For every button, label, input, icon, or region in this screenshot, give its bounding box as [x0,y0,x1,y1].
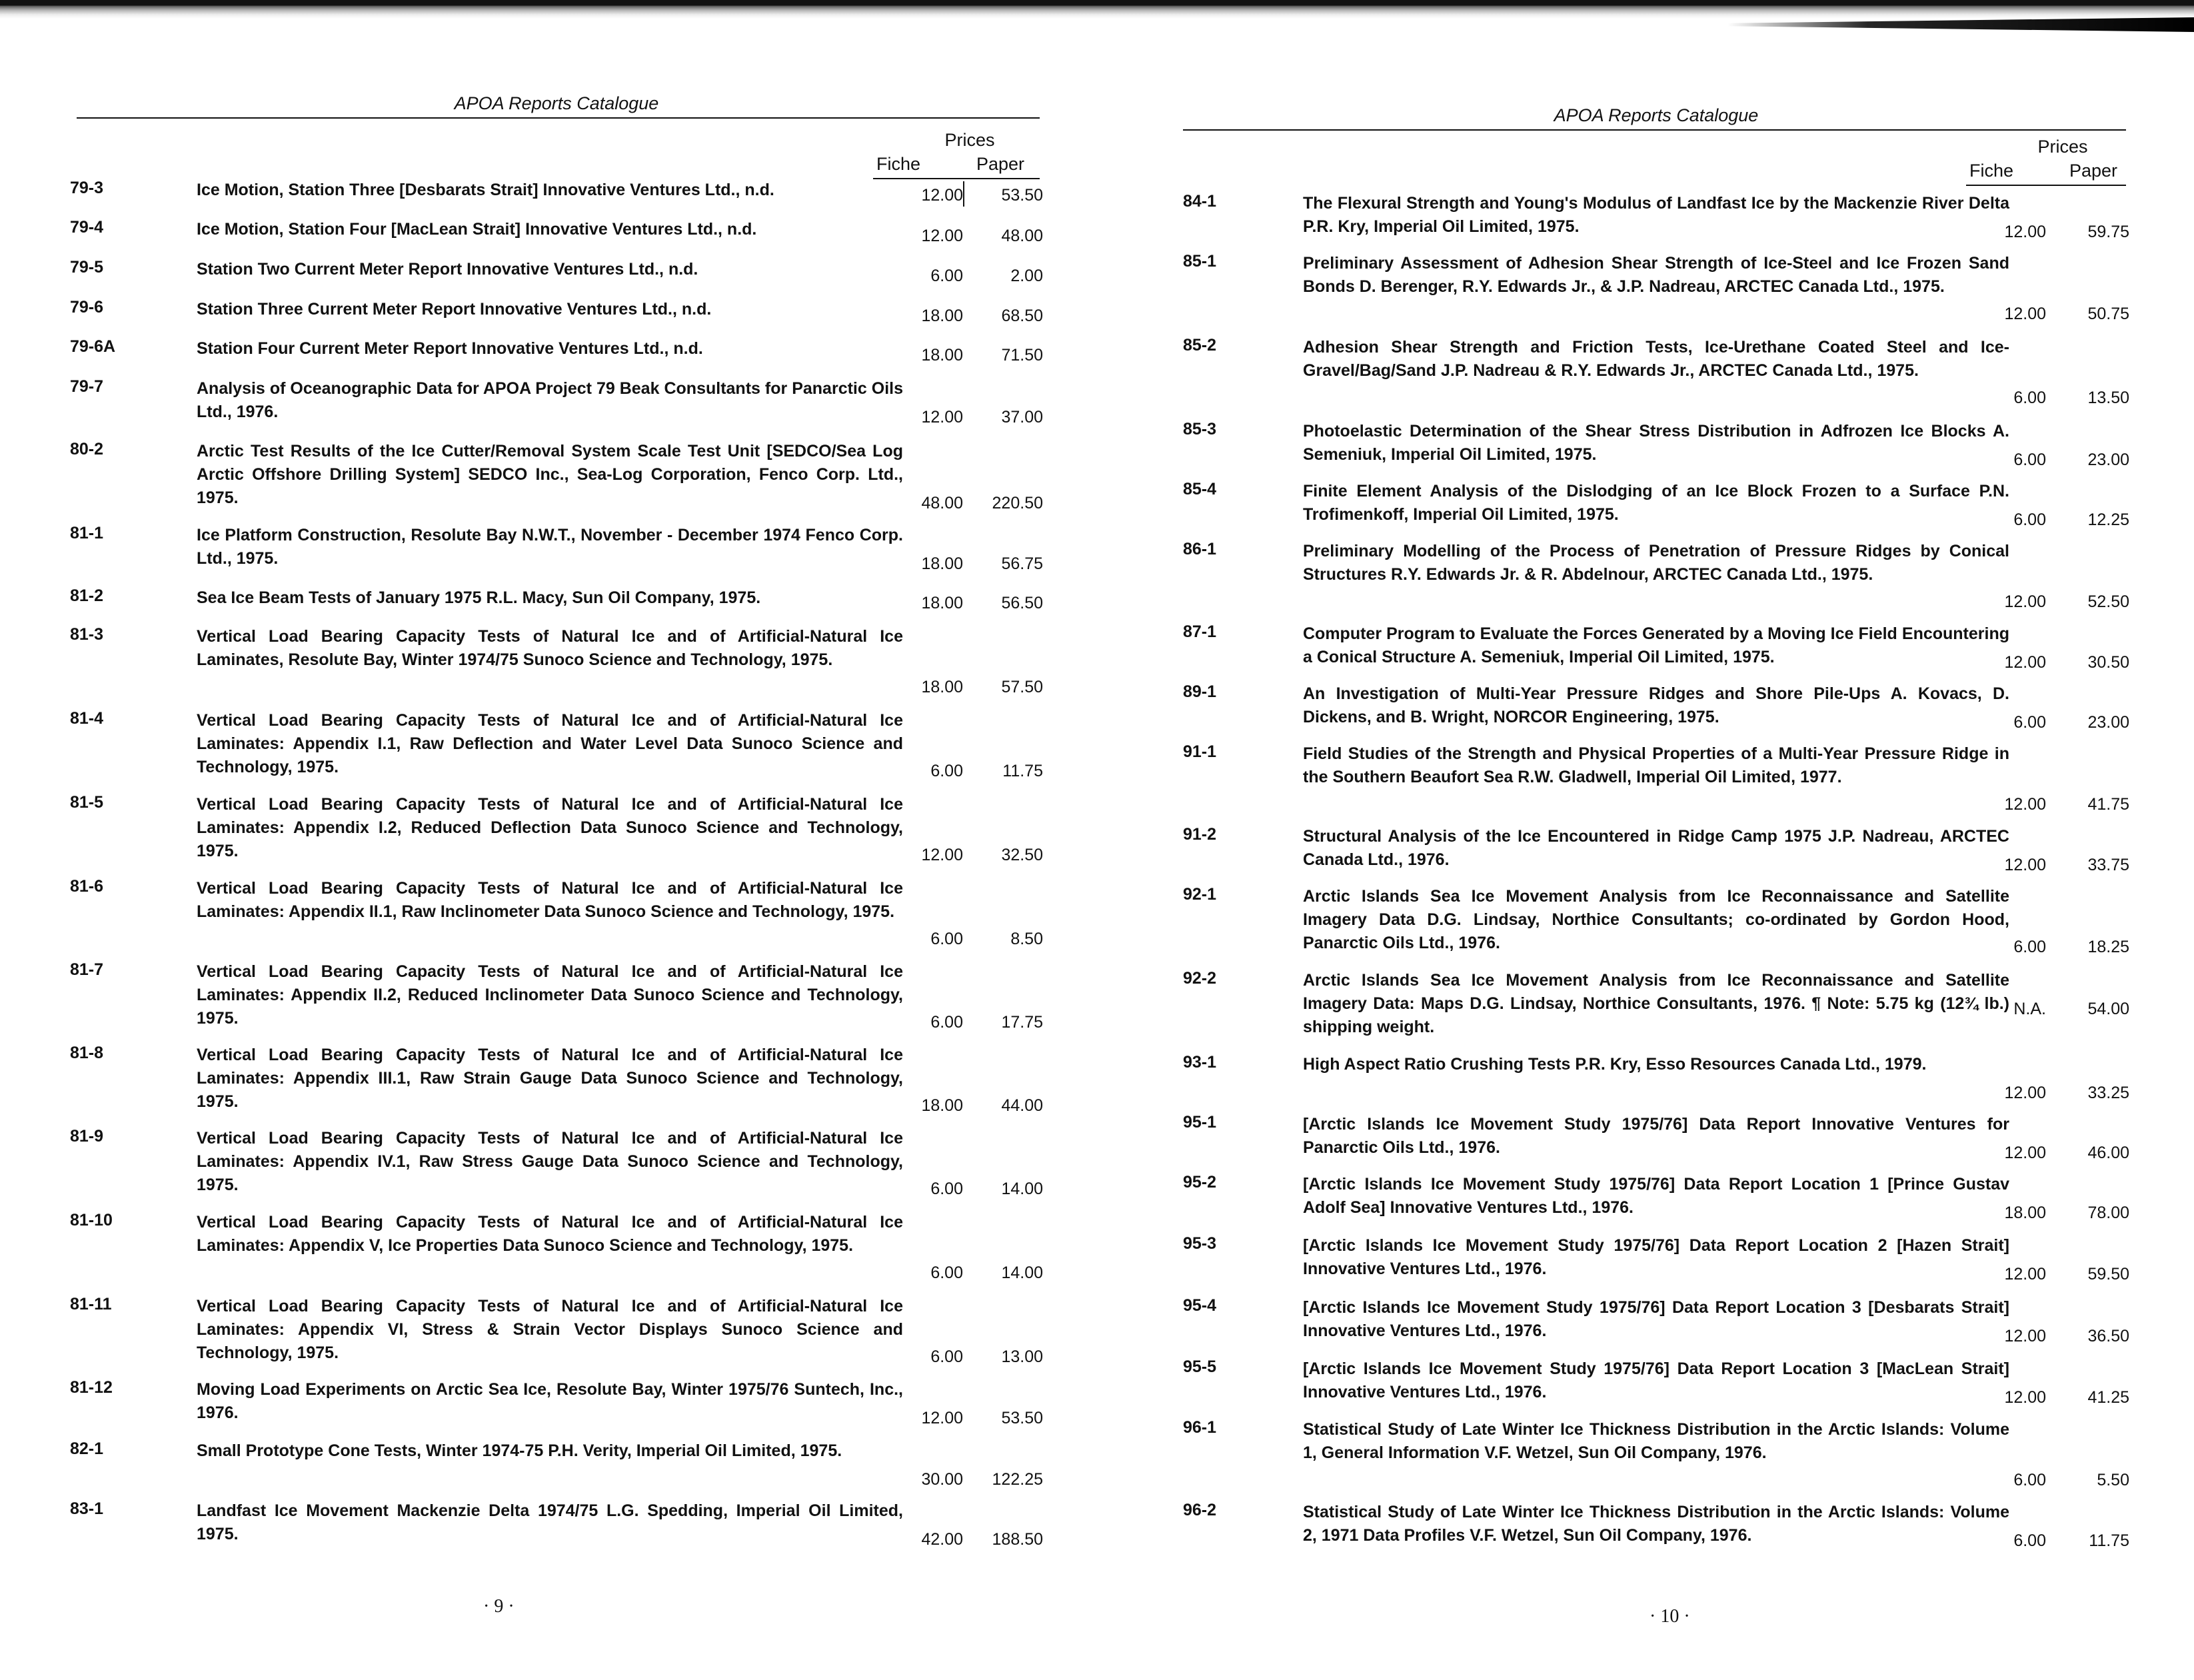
report-description: Photoelastic Determination of the Shear Stress Distribution in Adfrozen Ice Blocks A. Semeniuk, Imperial Oil Limited, 1975. [1303,422,2009,464]
fiche-price: 12.00 [2004,1144,2046,1162]
fiche-price: 6.00 [2013,450,2046,469]
paper-price: 220.50 [992,494,1043,512]
report-code: 81-4 [70,709,104,728]
report-description: Arctic Islands Sea Ice Movement Analysis from Ice Reconnaissance and Satellite Imagery Data: Maps D.G. Lindsay, Northice Consultants, 1976. ¶ Note: 5.75 kg (12¾ lb.) shipping weight. [1303,971,2009,1036]
catalogue-entry [1183,540,2129,612]
paper-price: 59.50 [2087,1265,2129,1283]
fiche-price: 48.00 [921,494,963,512]
catalogue-entry [1183,1234,2129,1284]
paper-price: 5.50 [2097,1471,2129,1489]
report-description: Moving Load Experiments on Arctic Sea Ice, Resolute Bay, Winter 1975/76 Suntech, Inc., 1976. [197,1380,903,1422]
right-page-title: APOA Reports Catalogue [1554,105,1759,125]
catalogue-entry [70,709,1043,781]
paper-price: 56.75 [1001,554,1043,573]
catalogue-entry [70,440,1043,513]
report-description: Finite Element Analysis of the Dislodging of an Ice Block Frozen to a Surface P.N. Trofimenkoff, Imperial Oil Limited, 1975. [1303,482,2009,524]
report-code: 95-1 [1183,1113,1217,1132]
report-code: 81-9 [70,1127,104,1146]
paper-price: 14.00 [1001,1263,1043,1282]
fiche-price: 6.00 [930,930,963,948]
fiche-price: 18.00 [921,346,963,365]
fiche-label: Fiche [876,154,921,174]
report-description: Station Two Current Meter Report Innovative Ventures Ltd., n.d. [197,260,698,279]
report-code: 79-6A [70,337,116,356]
report-code: 81-5 [70,793,104,812]
report-code: 81-3 [70,625,104,644]
report-code: 91-1 [1183,742,1217,761]
catalogue-entry [1183,480,2129,530]
report-description: The Flexural Strength and Young's Modulus of Landfast Ice by the Mackenzie River Delta P.R. Kry, Imperial Oil Limited, 1975. [1303,194,2009,236]
report-description: Computer Program to Evaluate the Forces Generated by a Moving Ice Field Encountering a Conical Structure A. Semeniuk, Imperial Oil Limited, 1975. [1303,624,2009,666]
fiche-price: 18.00 [921,678,963,696]
fiche-price: 6.00 [2013,1531,2046,1550]
fiche-price: 18.00 [921,554,963,573]
fiche-price: 12.00 [921,186,963,205]
report-description: Station Four Current Meter Report Innovative Ventures Ltd., n.d. [197,339,703,358]
fiche-price: 18.00 [921,594,963,612]
catalogue-entry [1183,885,2129,957]
catalogue-entry [70,1211,1043,1283]
catalogue-entry [1183,420,2129,470]
paper-price: 37.00 [1001,408,1043,426]
report-description: Vertical Load Bearing Capacity Tests of Natural Ice and of Artificial-Natural Ice Laminates: Appendix II.1, Raw Inclinometer Data Sunoco Science and Technology, 1975. [197,879,903,921]
fiche-price: 12.00 [2004,856,2046,874]
catalogue-entry [70,337,1043,365]
paper-label: Paper [2069,161,2118,181]
paper-price: 23.00 [2087,450,2129,469]
fiche-price: 6.00 [930,762,963,780]
fiche-price: 6.00 [2013,938,2046,956]
report-code: 83-1 [70,1499,104,1518]
catalogue-entry [70,877,1043,949]
fiche-price: 6.00 [930,267,963,285]
paper-price: 33.75 [2087,856,2129,874]
report-description: Vertical Load Bearing Capacity Tests of Natural Ice and of Artificial-Natural Ice Laminates: Appendix I.2, Reduced Deflection Data Sunoco Science and Technology, 1975. [197,795,903,860]
report-code: 87-1 [1183,622,1217,641]
report-code: 92-2 [1183,969,1217,988]
page-number: · 10 · [1649,1606,1690,1627]
report-description: Preliminary Assessment of Adhesion Shear Strength of Ice-Steel and Ice Frozen Sand Bonds D. Berenger, R.Y. Edwards Jr., & J.P. Nadreau, ARCTEC Canada Ltd., 1975. [1303,254,2009,296]
report-description: Field Studies of the Strength and Physical Properties of a Multi-Year Pressure Ridge in the Southern Beaufort Sea R.W. Gladwell, Imperial Oil Limited, 1977. [1303,744,2009,786]
paper-price: 46.00 [2087,1144,2129,1162]
fiche-price: 12.00 [2004,305,2046,323]
catalogue-entry [1183,622,2129,672]
report-code: 96-1 [1183,1418,1217,1437]
catalogue-entry [70,625,1043,697]
paper-price: 23.00 [2087,713,2129,732]
fiche-price: 6.00 [2013,713,2046,732]
report-description: High Aspect Ratio Crushing Tests P.R. Kry, Esso Resources Canada Ltd., 1979. [1303,1055,1927,1074]
paper-price: 71.50 [1001,346,1043,365]
paper-price: 57.50 [1001,678,1043,696]
report-description: Ice Platform Construction, Resolute Bay N.W.T., November - December 1974 Fenco Corp. Ltd., 1975. [197,526,903,568]
report-code: 80-2 [70,440,104,458]
report-code: 79-4 [70,218,104,237]
catalogue-entry [70,179,1043,205]
catalogue-entry [1183,1053,2129,1103]
report-description: Vertical Load Bearing Capacity Tests of Natural Ice and of Artificial-Natural Ice Laminates: Appendix VI, Stress & Strain Vector Displays Sunoco Science and Technology, 1975. [197,1297,903,1362]
paper-price: 188.50 [992,1530,1043,1549]
report-description: Preliminary Modelling of the Process of Penetration of Pressure Ridges by Conical Structures R.Y. Edwards Jr. & R. Abdelnour, ARCTEC Canada Ltd., 1975. [1303,542,2009,584]
report-description: [Arctic Islands Ice Movement Study 1975/76] Data Report Location 1 [Prince Gustav Adolf Sea] Innovative Ventures Ltd., 1976. [1303,1175,2009,1217]
paper-label: Paper [976,154,1025,174]
paper-price: 56.50 [1001,594,1043,612]
fiche-price: 18.00 [2004,1204,2046,1222]
paper-price: 13.50 [2087,389,2129,407]
fiche-price: 12.00 [2004,1388,2046,1407]
report-code: 81-8 [70,1044,104,1062]
paper-price: 32.50 [1001,846,1043,864]
report-description: Structural Analysis of the Ice Encountered in Ridge Camp 1975 J.P. Nadreau, ARCTEC Canada Ltd., 1976. [1303,827,2009,869]
paper-price: 11.75 [2089,1531,2129,1550]
report-code: 81-11 [70,1295,112,1313]
fiche-price: 12.00 [2004,223,2046,241]
paper-price: 33.25 [2087,1084,2129,1102]
report-description: Adhesion Shear Strength and Friction Tests, Ice-Urethane Coated Steel and Ice-Gravel/Bag/Sand J.P. Nadreau & R.Y. Edwards Jr., ARCTEC Canada Ltd., 1975. [1303,338,2009,380]
fiche-price: 6.00 [2013,1471,2046,1489]
report-description: Arctic Islands Sea Ice Movement Analysis from Ice Reconnaissance and Satellite Imagery Data D.G. Lindsay, Northice Consultants; co-ordinated by Gordon Hood, Panarctic Oils Ltd., 1976. [1303,887,2009,952]
report-description: Vertical Load Bearing Capacity Tests of Natural Ice and of Artificial-Natural Ice Laminates: Appendix I.1, Raw Deflection and Water Level Data Sunoco Science and Technology, 1975. [197,711,903,776]
report-description: Vertical Load Bearing Capacity Tests of Natural Ice and of Artificial-Natural Ice Laminates: Appendix V, Ice Properties Data Sunoco Science and Technology, 1975. [197,1213,903,1255]
paper-price: 122.25 [992,1470,1043,1489]
report-description: Small Prototype Cone Tests, Winter 1974-75 P.H. Verity, Imperial Oil Limited, 1975. [197,1441,842,1460]
fiche-price: 42.00 [921,1530,963,1549]
report-description: [Arctic Islands Ice Movement Study 1975/76] Data Report Location 3 [Desbarats Strait] Innovative Ventures Ltd., 1976. [1303,1298,2009,1340]
report-description: Landfast Ice Movement Mackenzie Delta 1974/75 L.G. Spedding, Imperial Oil Limited, 1975. [197,1501,903,1543]
catalogue-entry [1183,1501,2129,1551]
paper-price: 8.50 [1010,930,1043,948]
paper-price: 53.50 [1001,1409,1043,1427]
fiche-price: 12.00 [2004,653,2046,672]
report-code: 82-1 [70,1439,104,1458]
report-description: Vertical Load Bearing Capacity Tests of Natural Ice and of Artificial-Natural Ice Laminates: Appendix IV.1, Raw Stress Gauge Data Sunoco Science and Technology, 1975. [197,1129,903,1194]
paper-price: 11.75 [1002,762,1043,780]
right-price-header [1969,137,2129,190]
catalogue-entry [1183,825,2129,875]
report-description: Vertical Load Bearing Capacity Tests of Natural Ice and of Artificial-Natural Ice Laminates, Resolute Bay, Winter 1974/75 Sunoco Science and Technology, 1975. [197,627,903,669]
paper-price: 12.25 [2087,510,2129,529]
prices-label: Prices [944,130,995,150]
catalogue-entry [70,377,1043,427]
report-code: 91-2 [1183,825,1217,844]
report-code: 85-1 [1183,252,1217,271]
paper-price: 48.00 [1001,227,1043,245]
left-title-rule [77,117,1040,119]
report-code: 79-7 [70,377,104,396]
paper-price: 50.75 [2087,305,2129,323]
report-code: 95-4 [1183,1296,1217,1315]
catalogue-entry [70,218,1043,246]
report-code: 93-1 [1183,1053,1217,1072]
catalogue-entry [70,1499,1043,1549]
report-code: 79-3 [70,179,104,197]
fiche-price: 12.00 [2004,1084,2046,1102]
scan-edge-shadow [1727,17,2194,32]
report-description: Arctic Test Results of the Ice Cutter/Removal System Scale Test Unit [SEDCO/Sea Log Arctic Offshore Drilling System] SEDCO Inc., Sea-Log Corporation, Fenco Corp. Ltd., 1975. [197,442,903,507]
report-code: 85-4 [1183,480,1217,498]
scan-top-border [0,0,2194,19]
catalogue-entry [1183,252,2129,324]
left-price-header [876,130,1043,183]
fiche-price: 12.00 [2004,795,2046,814]
paper-price: 78.00 [2087,1204,2129,1222]
report-description: Sea Ice Beam Tests of January 1975 R.L. Macy, Sun Oil Company, 1975. [197,588,761,607]
catalogue-entry [70,1295,1043,1367]
report-code: 79-6 [70,298,104,317]
report-description: [Arctic Islands Ice Movement Study 1975/76] Data Report Location 2 [Hazen Strait] Innovative Ventures Ltd., 1976. [1303,1236,2009,1278]
fiche-price: 6.00 [930,1263,963,1282]
paper-price: 59.75 [2087,223,2129,241]
report-code: 85-2 [1183,336,1217,355]
fiche-price: 6.00 [930,1013,963,1032]
paper-price: 14.00 [1001,1180,1043,1198]
catalogue-entry [70,258,1043,286]
fiche-price: 6.00 [930,1347,963,1366]
paper-price: 44.00 [1001,1096,1043,1115]
fiche-price: 12.00 [2004,592,2046,611]
report-code: 81-10 [70,1211,113,1230]
report-description: Vertical Load Bearing Capacity Tests of Natural Ice and of Artificial-Natural Ice Laminates: Appendix II.2, Reduced Inclinometer Data Sunoco Science and Technology, 1975. [197,962,903,1028]
catalogue-entry [1183,192,2129,242]
paper-price: 53.50 [1001,186,1043,205]
report-code: 92-1 [1183,885,1217,904]
fiche-price: 30.00 [921,1470,963,1489]
report-code: 89-1 [1183,682,1217,701]
catalogue-entry [1183,336,2129,408]
catalogue-entry [1183,1113,2129,1163]
price-header-rule [1966,185,2126,186]
fiche-price: 12.00 [2004,1327,2046,1345]
report-code: 95-2 [1183,1173,1217,1192]
report-description: Statistical Study of Late Winter Ice Thickness Distribution in the Arctic Islands: Volume 2, 1971 Data Profiles V.F. Wetzel, Sun Oil Company, 1976. [1303,1503,2009,1545]
catalogue-entry [70,960,1043,1032]
catalogue-entry [70,1127,1043,1199]
fiche-price: 6.00 [2013,510,2046,529]
fiche-price: 12.00 [921,227,963,245]
catalogue-entry [1183,1418,2129,1490]
report-code: 81-1 [70,524,104,542]
catalogue-entry [70,298,1043,326]
catalogue-entry [70,1439,1043,1489]
report-code: 95-3 [1183,1234,1217,1253]
paper-price: 41.25 [2087,1388,2129,1407]
report-description: Ice Motion, Station Four [MacLean Strait] Innovative Ventures Ltd., n.d. [197,220,757,239]
paper-price: 2.00 [1010,267,1043,285]
prices-label: Prices [2037,137,2088,157]
paper-price: 54.00 [2087,1000,2129,1018]
paper-price: 18.25 [2087,938,2129,956]
right-title-rule [1183,129,2126,131]
report-code: 95-5 [1183,1357,1217,1376]
report-description: Ice Motion, Station Three [Desbarats Strait] Innovative Ventures Ltd., n.d. [197,181,774,199]
fiche-price: 12.00 [2004,1265,2046,1283]
report-code: 86-1 [1183,540,1217,558]
fiche-price: 18.00 [921,1096,963,1115]
catalogue-entry [1183,1296,2129,1346]
fiche-price: 6.00 [2013,389,2046,407]
report-description: Analysis of Oceanographic Data for APOA Project 79 Beak Consultants for Panarctic Oils Ltd., 1976. [197,379,903,421]
catalogue-entry [70,793,1043,865]
report-code: 81-7 [70,960,104,979]
page-number: · 9 · [483,1596,515,1617]
catalogue-entry [1183,742,2129,814]
fiche-price: 18.00 [921,307,963,325]
catalogue-entry [1183,969,2129,1036]
catalogue-entry [1183,1357,2129,1407]
report-code: 81-12 [70,1378,113,1397]
report-description: Vertical Load Bearing Capacity Tests of Natural Ice and of Artificial-Natural Ice Laminates: Appendix III.1, Raw Strain Gauge Data Sunoco Science and Technology, 1975. [197,1046,903,1111]
catalogue-entry [70,1044,1043,1116]
report-code: 96-2 [1183,1501,1217,1519]
paper-price: 52.50 [2087,592,2129,611]
report-code: 81-6 [70,877,104,896]
fiche-price: 6.00 [930,1180,963,1198]
report-description: Statistical Study of Late Winter Ice Thickness Distribution in the Arctic Islands: Volume 1, General Information V.F. Wetzel, Sun Oil Company, 1976. [1303,1420,2009,1462]
fiche-price: 12.00 [921,1409,963,1427]
catalogue-entry [1183,1173,2129,1223]
catalogue-entry [70,524,1043,574]
report-code: 85-3 [1183,420,1217,438]
catalogue-entry [70,586,1043,613]
paper-price: 13.00 [1001,1347,1043,1366]
report-description: [Arctic Islands Ice Movement Study 1975/76] Data Report Location 3 [MacLean Strait] Innovative Ventures Ltd., 1976. [1303,1359,2009,1401]
report-code: 84-1 [1183,192,1217,211]
fiche-price: 12.00 [921,846,963,864]
report-description: [Arctic Islands Ice Movement Study 1975/76] Data Report Innovative Ventures for Panarctic Oils Ltd., 1976. [1303,1115,2009,1157]
paper-price: 36.50 [2087,1327,2129,1345]
paper-price: 17.75 [1001,1013,1043,1032]
fiche-price: N.A. [2013,1000,2046,1018]
paper-price: 41.75 [2087,795,2129,814]
left-page-title: APOA Reports Catalogue [454,93,659,113]
catalogue-entry [1183,682,2129,732]
report-description: Station Three Current Meter Report Innovative Ventures Ltd., n.d. [197,300,712,319]
report-code: 79-5 [70,258,104,277]
paper-price: 30.50 [2087,653,2129,672]
fiche-label: Fiche [1969,161,2014,181]
report-description: An Investigation of Multi-Year Pressure Ridges and Shore Pile-Ups A. Kovacs, D. Dickens, and B. Wright, NORCOR Engineering, 1975. [1303,684,2009,726]
paper-price: 68.50 [1001,307,1043,325]
fiche-price: 12.00 [921,408,963,426]
report-code: 81-2 [70,586,104,605]
catalogue-entry [70,1378,1043,1428]
